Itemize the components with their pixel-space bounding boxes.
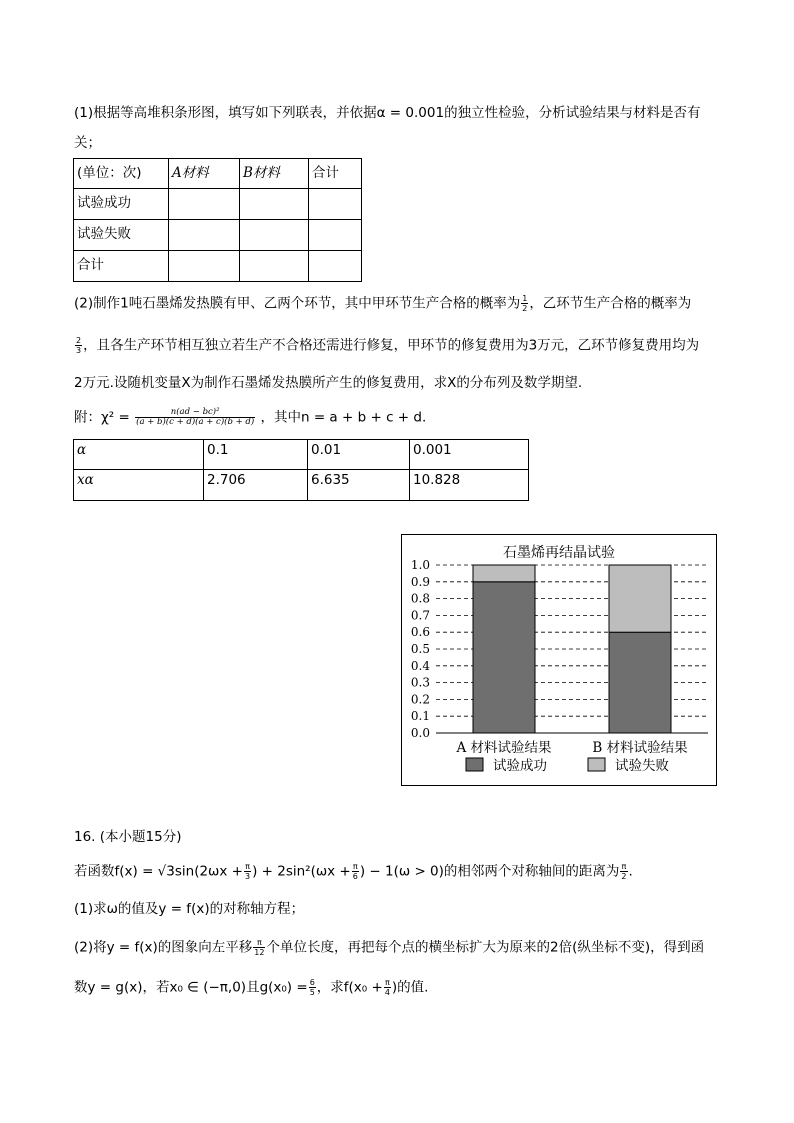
table-row — [74, 220, 362, 251]
q15-part2-line1 — [74, 294, 691, 313]
table-cell — [240, 220, 309, 251]
q16-part2-line2 — [74, 978, 428, 997]
legend-swatch — [588, 758, 605, 771]
y-tick-label: 0.6 — [410, 625, 430, 640]
y-tick-label: 0.1 — [410, 709, 430, 724]
fraction-pi-over-3 — [244, 862, 251, 881]
q16-text: . — [628, 863, 633, 880]
bar-segment — [473, 582, 535, 733]
fraction-pi-over-6 — [352, 862, 359, 881]
q16-text: ) − 1(ω > 0)的相邻两个对称轴间的距离为 — [359, 863, 620, 880]
legend-label: 试验失败 — [615, 758, 669, 774]
y-tick-label: 0.9 — [410, 574, 430, 589]
fraction-numerator: π — [384, 978, 390, 987]
table-cell: xα — [74, 470, 204, 501]
table-cell — [169, 220, 240, 251]
q16-text: ，求f(x₀ + — [316, 979, 383, 996]
legend-label: 试验成功 — [493, 758, 547, 774]
fraction-denominator: 12 — [254, 948, 265, 957]
fraction-numerator: π — [621, 862, 627, 871]
table-header-cell: 合计 — [309, 159, 362, 189]
chart-legend — [466, 757, 669, 774]
table-row — [74, 440, 529, 470]
critical-value-table — [73, 439, 529, 501]
q16-text: 若函数f(x) = √3sin(2ωx + — [74, 863, 243, 880]
table-cell: 试验失败 — [74, 220, 169, 251]
q15-part1-line2: 关； — [74, 135, 101, 151]
table-cell — [240, 251, 309, 282]
fraction-one-half — [521, 294, 528, 313]
q16-text: ) + 2sin²(ωx + — [252, 863, 351, 880]
y-tick-label: 0.4 — [410, 658, 430, 673]
table-cell: 0.1 — [204, 440, 308, 470]
table-cell: 6.635 — [308, 470, 410, 501]
fraction-numerator: π — [253, 938, 265, 948]
y-tick-label: 0.7 — [410, 608, 430, 623]
y-tick-label: 0.3 — [410, 675, 430, 690]
table-cell — [169, 251, 240, 282]
fraction-numerator: 2 — [76, 336, 82, 345]
q16-statement — [74, 862, 633, 881]
table-cell — [309, 251, 362, 282]
fraction-denominator: (a + b)(c + d)(a + c)(b + d) — [136, 417, 255, 427]
table-cell — [169, 189, 240, 220]
q15-part2-text: ，乙环节生产合格的概率为 — [529, 295, 692, 312]
bar-segment — [473, 565, 535, 582]
table-row — [74, 251, 362, 282]
q16-text: (2)将y = f(x)的图象向左平移 — [74, 939, 253, 956]
fraction-numerator: π — [352, 862, 358, 871]
stacked-bar-chart — [401, 534, 717, 786]
fraction-pi-over-4 — [384, 978, 391, 997]
contingency-table — [73, 158, 362, 282]
table-cell: 试验成功 — [74, 189, 169, 220]
table-header-cell: B材料 — [240, 159, 309, 189]
table-cell: 0.01 — [308, 440, 410, 470]
q15-part2-text: ，且各生产环节相互独立若生产不合格还需进行修复，甲环节的修复费用为3万元，乙环节修复费用均为 — [83, 337, 700, 354]
q15-part2-line2 — [74, 336, 699, 355]
appendix-suffix: ，其中n = a + b + c + d. — [260, 409, 427, 426]
y-tick-label: 1.0 — [410, 558, 430, 572]
fraction-numerator: 1 — [522, 294, 528, 303]
q16-part1: (1)求ω的值及y = f(x)的对称轴方程； — [74, 901, 305, 917]
fraction-six-fifths — [309, 978, 316, 997]
fraction-denominator: 4 — [384, 988, 390, 997]
y-tick-label: 0.5 — [410, 642, 430, 656]
fraction-numerator: n(ad − bc)² — [135, 408, 255, 418]
y-tick-label: 0.0 — [410, 726, 430, 740]
table-cell: 合计 — [74, 251, 169, 282]
x-category-label: B 材料试验结果 — [592, 740, 688, 756]
table-cell: α — [74, 440, 204, 470]
fraction-numerator: π — [245, 862, 250, 871]
q15-part1-line1: (1)根据等高堆积条形图，填写如下列联表，并依据α = 0.001的独立性检验，分析试验结果与材料是否有 — [74, 105, 701, 121]
table-row — [74, 159, 362, 189]
q16-header: 16. (本小题15分) — [74, 829, 182, 845]
chart-canvas — [402, 535, 716, 785]
q15-part2-text: (2)制作1吨石墨烯发热膜有甲、乙两个环节，其中甲环节生产合格的概率为 — [74, 295, 521, 312]
bar-segment — [609, 632, 671, 733]
appendix-prefix: 附：χ² = — [74, 409, 130, 426]
fraction-denominator: 6 — [352, 872, 358, 881]
y-tick-label: 0.2 — [410, 692, 430, 707]
fraction-pi-over-12 — [253, 938, 265, 957]
fraction-denominator: 5 — [309, 988, 315, 997]
chart-title: 石墨烯再结晶试验 — [503, 545, 615, 561]
bar-segment — [609, 565, 671, 632]
table-header-cell: (单位：次) — [74, 159, 169, 189]
table-cell: 10.828 — [410, 470, 529, 501]
fraction-numerator: 6 — [309, 978, 315, 987]
fraction-two-thirds — [75, 336, 82, 355]
fraction-denominator: 2 — [621, 872, 627, 881]
appendix-formula — [74, 408, 426, 427]
table-row — [74, 189, 362, 220]
fraction-pi-over-2 — [620, 862, 627, 881]
y-tick-label: 0.8 — [410, 591, 430, 606]
table-cell — [309, 189, 362, 220]
q16-text: 个单位长度，再把每个点的横坐标扩大为原来的2倍(纵坐标不变)，得到函 — [266, 939, 705, 956]
q15-part2-line3: 2万元.设随机变量X为制作石墨烯发热膜所产生的修复费用，求X的分布列及数学期望. — [74, 375, 583, 391]
table-cell: 2.706 — [204, 470, 308, 501]
q16-text: 数y = g(x)，若x₀ ∈ (−π,0)且g(x₀) = — [74, 979, 308, 996]
table-header-cell: A材料 — [169, 159, 240, 189]
chi-square-fraction — [135, 408, 255, 427]
legend-swatch — [466, 758, 483, 771]
fraction-denominator: 3 — [244, 872, 251, 881]
fraction-denominator: 2 — [522, 304, 528, 313]
q16-part2-line1 — [74, 938, 704, 957]
table-cell — [309, 220, 362, 251]
table-cell: 0.001 — [410, 440, 529, 470]
x-category-label: A 材料试验结果 — [456, 740, 552, 756]
table-cell — [240, 189, 309, 220]
table-row — [74, 470, 529, 501]
q16-text: )的值. — [391, 979, 429, 996]
fraction-denominator: 3 — [76, 346, 82, 355]
